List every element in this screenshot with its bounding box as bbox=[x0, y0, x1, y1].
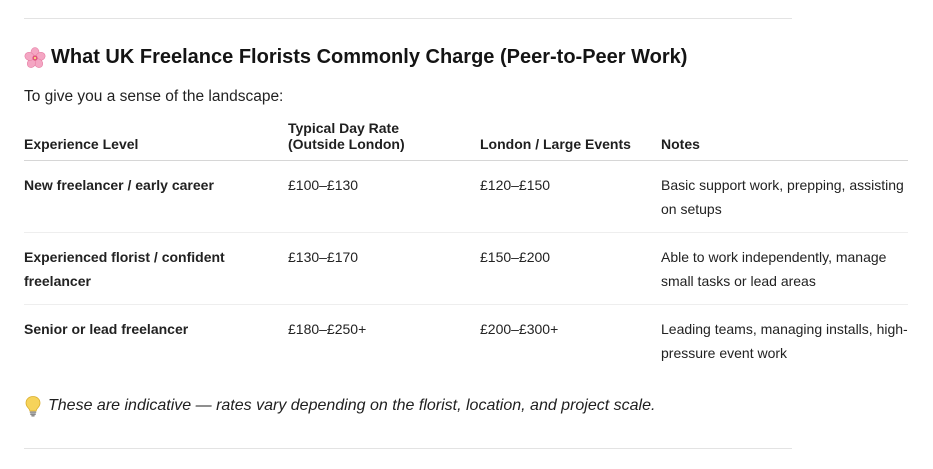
table-row bbox=[24, 305, 908, 377]
cell-day-rate: £180–£250+ bbox=[288, 321, 367, 337]
cell-london-rate: £200–£300+ bbox=[480, 321, 559, 337]
cell-day-rate: £100–£130 bbox=[288, 161, 480, 233]
column-header-day-rate-line1: Typical Day Rate bbox=[288, 120, 400, 136]
column-header-london: London / Large Events bbox=[480, 120, 661, 161]
cherry-blossom-icon bbox=[24, 47, 46, 69]
cell-experience-level: Experienced florist / confident freelancer bbox=[24, 233, 288, 305]
cell-experience-level: Senior or lead freelancer bbox=[24, 321, 189, 337]
cell-notes: Able to work independently, manage small tasks or lead areas bbox=[661, 233, 908, 305]
top-divider bbox=[24, 18, 792, 19]
column-header-experience: Experience Level bbox=[24, 120, 288, 161]
cell-notes: Leading teams, managing installs, high-pressure event work bbox=[661, 321, 908, 361]
column-header-day-rate bbox=[288, 120, 480, 161]
table-header-row bbox=[24, 120, 908, 161]
cell-london-rate: £150–£200 bbox=[480, 233, 661, 305]
disclaimer-note bbox=[24, 395, 655, 417]
table-row bbox=[24, 161, 908, 233]
disclaimer-text: These are indicative — rates vary depending on the florist, location, and project scale. bbox=[48, 397, 656, 414]
column-header-notes: Notes bbox=[661, 120, 908, 161]
column-header-day-rate-line2: (Outside London) bbox=[288, 136, 405, 152]
cell-day-rate: £130–£170 bbox=[288, 233, 480, 305]
light-bulb-icon bbox=[24, 395, 42, 417]
table-row bbox=[24, 233, 908, 305]
rates-table bbox=[24, 120, 908, 376]
bottom-divider bbox=[24, 448, 792, 449]
intro-text: To give you a sense of the landscape: bbox=[24, 88, 284, 105]
section-heading bbox=[24, 46, 687, 69]
cell-london-rate: £120–£150 bbox=[480, 161, 661, 233]
cell-notes: Basic support work, prepping, assisting on setups bbox=[661, 161, 908, 233]
cell-experience-level: New freelancer / early career bbox=[24, 161, 288, 233]
section-heading-text: What UK Freelance Florists Commonly Charge (Peer-to-Peer Work) bbox=[51, 46, 688, 68]
